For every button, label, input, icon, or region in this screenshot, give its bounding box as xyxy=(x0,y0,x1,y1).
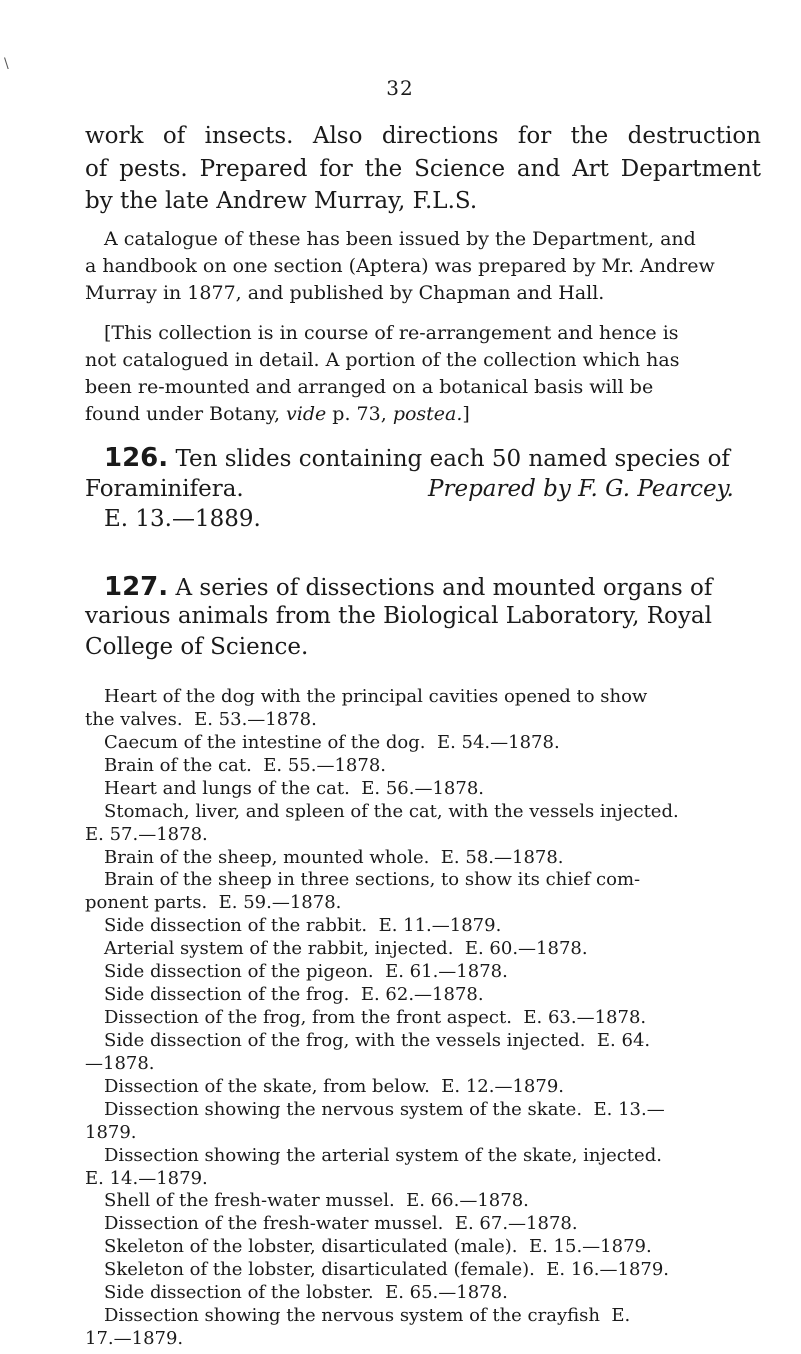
catalogue-line-1: A catalogue of these has been issued by the Department, and xyxy=(104,228,696,250)
item-127-number: 127. xyxy=(104,572,169,602)
item-127-line-3: College of Science. xyxy=(85,634,309,660)
entry-line: Side dissection of the rabbit. E. 11.—1879. xyxy=(104,915,502,936)
note-line-1: [This collection is in course of re-arrangement and hence is xyxy=(104,322,679,344)
item-126-line-2: Foraminifera. xyxy=(85,476,244,502)
entry-line: Skeleton of the lobster, disarticulated (female). E. 16.—1879. xyxy=(104,1259,670,1280)
entry-line: 1879. xyxy=(85,1122,137,1143)
item-126-heading: 126. Ten slides containing each 50 named species of xyxy=(104,443,730,473)
item-126-accession: E. 13.—1889. xyxy=(104,506,261,532)
entry-line: Dissection showing the arterial system of the skate, injected. xyxy=(104,1145,662,1166)
note-line-4: found under Botany, vide p. 73, postea.] xyxy=(85,403,470,425)
entry-line: Side dissection of the frog, with the vessels injected. E. 64. xyxy=(104,1030,651,1051)
entry-line: —1878. xyxy=(85,1053,155,1074)
entry-line: Side dissection of the frog. E. 62.—1878. xyxy=(104,984,484,1005)
catalogue-line-3: Murray in 1877, and published by Chapman and Hall. xyxy=(85,282,605,304)
entry-line: Brain of the cat. E. 55.—1878. xyxy=(104,755,387,776)
note-line-3: been re-mounted and arranged on a botanical basis will be xyxy=(85,376,654,398)
entry-line: Dissection of the skate, from below. E. 12.—1879. xyxy=(104,1076,565,1097)
entry-line: Dissection of the frog, from the front aspect. E. 63.—1878. xyxy=(104,1007,647,1028)
item-126-number: 126. xyxy=(104,443,169,473)
intro-line-1: work of insects. Also directions for the destruction xyxy=(85,123,761,149)
entry-line: Brain of the sheep, mounted whole. E. 58.—1878. xyxy=(104,847,564,868)
item-127-heading: 127. A series of dissections and mounted organs of xyxy=(104,572,713,602)
entry-line: Heart of the dog with the principal cavities opened to show xyxy=(104,686,648,707)
entry-line: Heart and lungs of the cat. E. 56.—1878. xyxy=(104,778,485,799)
entry-line: Dissection showing the nervous system of the skate. E. 13.— xyxy=(104,1099,665,1120)
margin-mark: \ xyxy=(4,56,9,72)
entry-line: Side dissection of the lobster. E. 65.—1878. xyxy=(104,1282,508,1303)
entry-line: Caecum of the intestine of the dog. E. 54.—1878. xyxy=(104,732,560,753)
entry-line: Skeleton of the lobster, disarticulated (male). E. 15.—1879. xyxy=(104,1236,652,1257)
intro-line-2: of pests. Prepared for the Science and Art Department xyxy=(85,156,761,182)
entry-line: Arterial system of the rabbit, injected. E. 60.—1878. xyxy=(104,938,588,959)
entry-line: E. 14.—1879. xyxy=(85,1168,208,1189)
item-127-line-2: various animals from the Biological Laboratory, Royal xyxy=(85,603,712,629)
page-number: 32 xyxy=(386,76,414,100)
entry-line: Shell of the fresh-water mussel. E. 66.—1878. xyxy=(104,1190,529,1211)
intro-line-3: by the late Andrew Murray, F.L.S. xyxy=(85,188,478,214)
entry-line: the valves. E. 53.—1878. xyxy=(85,709,317,730)
entry-line: Stomach, liver, and spleen of the cat, with the vessels injected. xyxy=(104,801,679,822)
entry-line: Dissection of the fresh-water mussel. E. 67.—1878. xyxy=(104,1213,578,1234)
note-line-2: not catalogued in detail. A portion of the collection which has xyxy=(85,349,680,371)
entry-line: Dissection showing the nervous system of the crayfish E. xyxy=(104,1305,631,1326)
entry-line: Brain of the sheep in three sections, to show its chief com- xyxy=(104,869,641,890)
catalogue-line-2: a handbook on one section (Aptera) was prepared by Mr. Andrew xyxy=(85,255,715,277)
entry-line: ponent parts. E. 59.—1878. xyxy=(85,892,342,913)
entry-line: E. 57.—1878. xyxy=(85,824,208,845)
entry-line: 17.—1879. xyxy=(85,1328,184,1349)
item-126-preparer: Prepared by F. G. Pearcey. xyxy=(428,476,734,502)
entry-line: Side dissection of the pigeon. E. 61.—1878. xyxy=(104,961,508,982)
